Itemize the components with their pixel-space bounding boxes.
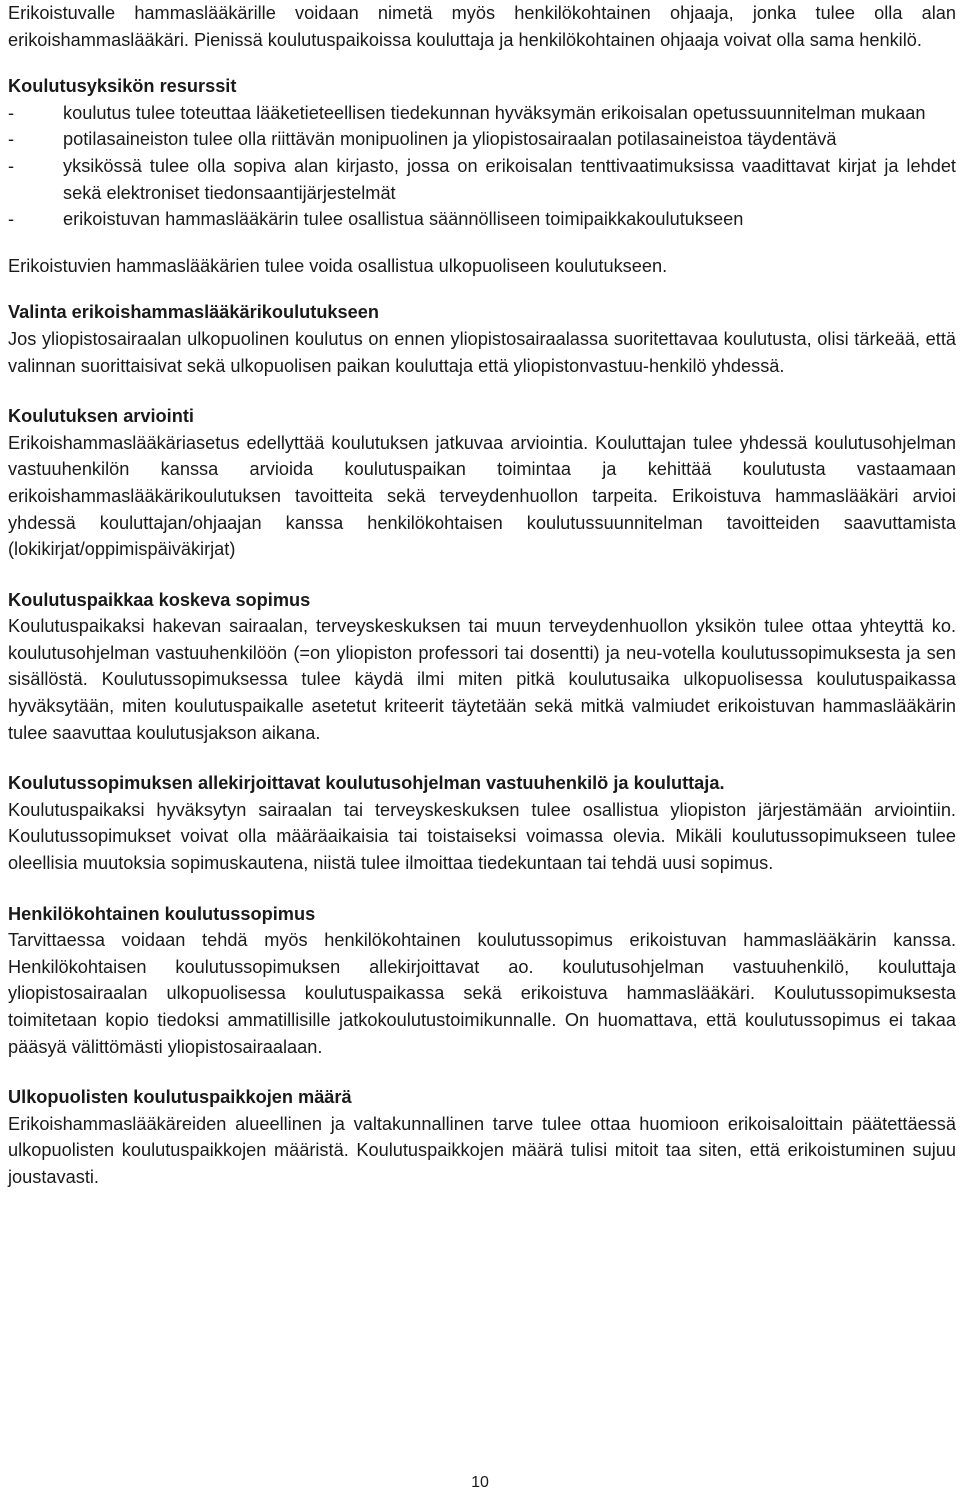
resources-after-paragraph: Erikoistuvien hammaslääkärien tulee voida osallistua ulkopuoliseen koulutukseen. <box>8 255 668 276</box>
page-number: 10 <box>471 1474 489 1491</box>
section-body: Tarvittaessa voidaan tehdä myös henkilökohtainen koulutussopimus erikoistuvan hammaslääkärin kanssa. Henkilökohtaisen koulutussopimuksen allekirjoittavat ao. koulutusohjelman vastuuhenkilö, kouluttaja yliopistosairaalan ulkopuolisessa koulutuspaikassa sekä erikoistuva hammaslääkäri. Koulutussopimuksesta toimitetaan kopio tiedoksi ammatillisille jatkokoulutustoimikunnalle. On huomattava, että koulutussopimus ei takaa pääsyä välittömästi yliopistosairaalaan. <box>8 930 956 1057</box>
resources-list <box>8 100 956 233</box>
section-heading: Koulutussopimuksen allekirjoittavat koulutusohjelman vastuuhenkilö ja kouluttaja. <box>8 773 725 794</box>
section-heading: Valinta erikoishammaslääkärikoulutukseen <box>8 302 379 323</box>
list-item: - erikoistuvan hammaslääkärin tulee osallistua säännölliseen toimipaikkakoulutukseen <box>8 206 956 233</box>
list-item: - koulutus tulee toteuttaa lääketieteellisen tiedekunnan hyväksymän erikoisalan opetussuunnitelman mukaan <box>8 100 956 127</box>
section-personal-agreement <box>8 901 956 1061</box>
section-heading: Ulkopuolisten koulutuspaikkojen määrä <box>8 1087 352 1108</box>
section-signatories <box>8 770 956 876</box>
section-external-places <box>8 1084 956 1190</box>
section-body: Koulutuspaikaksi hakevan sairaalan, terveyskeskuksen tai muun terveydenhuollon yksikön tulee ottaa yhteyttä ko. koulutusohjelman vastuuhenkilöön (=on yliopiston professori tai dosentti) ja neu-votella koulutussopimuksesta ja sen sisällöstä. Koulutussopimuksessa tulee käydä ilmi miten pitkä koulutusaika ulkopuolisessa koulutuspaikassa hyväksytään, miten koulutuspaikalle asetetut kriteerit täytetään sekä mitkä valmiudet erikoistuvan hammaslääkärin tulee saavuttaa koulutusjakson aikana. <box>8 616 956 743</box>
list-item: - potilasaineiston tulee olla riittävän monipuolinen ja yliopistosairaalan potilasaineistoa täydentävä <box>8 126 956 153</box>
list-item: - yksikössä tulee olla sopiva alan kirjasto, jossa on erikoisalan tenttivaatimuksissa vaadittavat kirjat ja lehdet sekä elektroniset tiedonsaantijärjestelmät <box>8 153 956 206</box>
intro-paragraph: Erikoistuvalle hammaslääkärille voidaan nimetä myös henkilökohtainen ohjaaja, jonka tulee olla alan erikoishammaslääkäri. Pienissä koulutuspaikoissa kouluttaja ja henkilökohtainen ohjaaja voivat olla sama henkilö. <box>8 3 956 50</box>
section-body: Erikoishammaslääkäriasetus edellyttää koulutuksen jatkuvaa arviointia. Kouluttajan tulee yhdessä koulutusohjelman vastuuhenkilön kanssa arvioida koulutuspaikan toimintaa ja kehittää koulutusta vastaamaan erikoishammaslääkärikoulutuksen tavoitteita sekä terveydenhuollon tarpeita. Erikoistuva hammaslääkäri arvioi yhdessä kouluttajan/ohjaajan kanssa henkilökohtaisen koulutussuunnitelman tavoitteiden saavuttamista (lokikirjat/oppimispäiväkirjat) <box>8 432 956 560</box>
section-body: Erikoishammaslääkäreiden alueellinen ja valtakunnallinen tarve tulee ottaa huomioon erikoisaloittain päätettäessä ulkopuolisten koulutuspaikkojen määristä. Koulutuspaikkojen määrä tulisi mitoit taa siten, että erikoistuminen sujuu joustavasti. <box>8 1113 956 1187</box>
section-heading: Koulutuspaikkaa koskeva sopimus <box>8 589 311 610</box>
section-agreement <box>8 587 956 747</box>
section-body: Jos yliopistosairaalan ulkopuolinen koulutus on ennen yliopistosairaalassa suoritettavaa koulutusta, olisi tärkeää, että valinnan suorittaisivat sekä ulkopuolisen paikan kouluttaja että yliopistonvastuu-henkilö yhdessä. <box>8 328 956 376</box>
section-selection <box>8 299 956 379</box>
document-page <box>8 0 956 1191</box>
resources-section <box>8 73 956 279</box>
section-heading: Henkilökohtainen koulutussopimus <box>8 903 316 924</box>
section-body: Koulutuspaikaksi hyväksytyn sairaalan tai terveyskeskuksen tulee osallistua yliopiston järjestämään arviointiin. Koulutussopimukset voivat olla määräaikaisia tai toistaiseksi voimassa olevia. Mikäli koulutussopimukseen tulee oleellisia muutoksia sopimuskautena, niistä tulee ilmoittaa tiedekuntaan tai tehdä uusi sopimus. <box>8 799 956 874</box>
section-evaluation <box>8 403 956 563</box>
resources-heading: Koulutusyksikön resurssit <box>8 76 237 97</box>
section-heading: Koulutuksen arviointi <box>8 406 194 427</box>
